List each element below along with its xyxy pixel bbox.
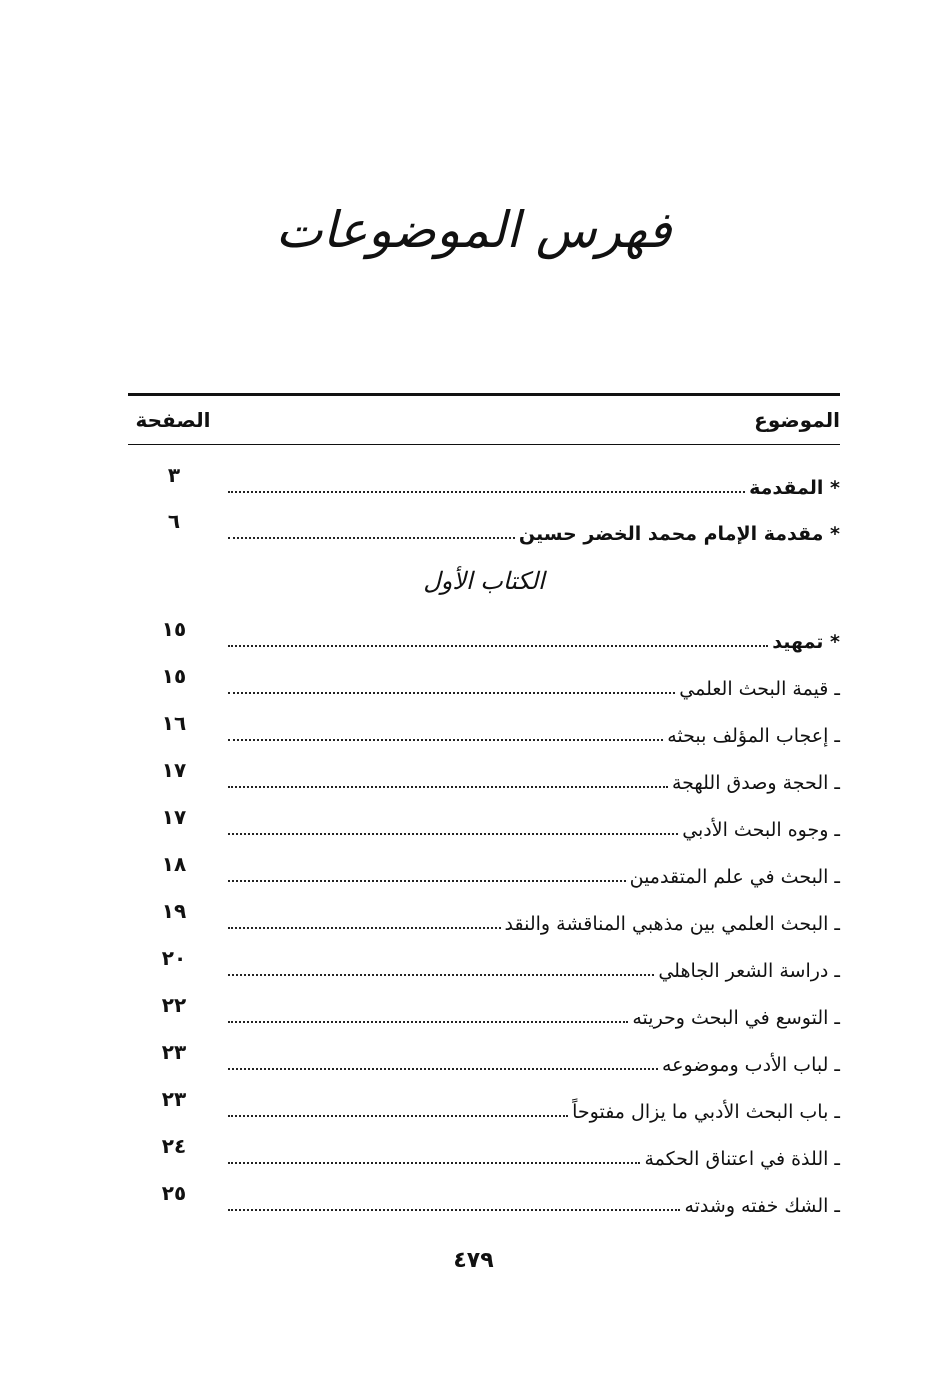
entry-topic: ـ التوسع في البحث وحريته xyxy=(632,1007,840,1029)
entry-topic: ـ الشك خفته وشدته xyxy=(684,1195,840,1217)
entry-page: ١٨ xyxy=(161,852,187,876)
entry-page: ١٥ xyxy=(161,617,187,641)
toc-entry xyxy=(128,805,840,841)
toc-entry xyxy=(128,1134,840,1170)
toc-entry xyxy=(128,617,840,653)
leader-dots xyxy=(228,880,626,882)
leader-dots xyxy=(228,1115,568,1117)
toc-entry xyxy=(128,946,840,982)
part-title: الكتاب الأول xyxy=(423,567,545,595)
leader-dots xyxy=(228,927,501,929)
entry-topic: ـ الحجة وصدق اللهجة xyxy=(671,772,840,794)
leader-dots xyxy=(228,833,678,835)
entry-topic: ـ البحث في علم المتقدمين xyxy=(629,866,840,888)
entry-page: ١٥ xyxy=(161,664,187,688)
topic-column-header: الموضوع xyxy=(754,408,840,432)
entry-topic: ـ باب البحث الأدبي ما يزال مفتوحاً xyxy=(572,1101,840,1123)
entry-page: ١٧ xyxy=(161,758,187,782)
page-title: فهرس الموضوعات xyxy=(275,201,672,259)
entry-page: ٢٥ xyxy=(161,1181,187,1205)
entry-topic: * المقدمة xyxy=(749,477,840,499)
page-column-header: الصفحة xyxy=(135,408,211,432)
toc-table xyxy=(128,393,840,1217)
leader-dots xyxy=(228,1068,658,1070)
entry-page: ١٧ xyxy=(161,805,187,829)
entry-topic: ـ إعجاب المؤلف ببحثه xyxy=(667,725,840,747)
toc-entry xyxy=(128,711,840,747)
leader-dots xyxy=(228,1209,680,1211)
entry-topic: ـ دراسة الشعر الجاهلي xyxy=(658,960,840,982)
leader-dots xyxy=(228,974,654,976)
header-rule xyxy=(128,444,840,445)
page-number: ٤٧٩ xyxy=(453,1248,494,1273)
leader-dots xyxy=(228,537,515,539)
entry-topic: ـ اللذة في اعتناق الحكمة xyxy=(644,1148,840,1170)
toc-entry xyxy=(128,509,840,545)
leader-dots xyxy=(228,739,663,741)
entry-page: ٢٣ xyxy=(161,1040,187,1064)
entry-topic: ـ وجوه البحث الأدبي xyxy=(682,819,840,841)
toc-entry xyxy=(128,758,840,794)
leader-dots xyxy=(228,491,745,493)
entry-topic: ـ البحث العلمي بين مذهبي المناقشة والنقد xyxy=(504,913,840,935)
toc-entry xyxy=(128,1040,840,1076)
toc-header xyxy=(128,396,840,444)
leader-dots xyxy=(228,786,668,788)
entry-page: ٣ xyxy=(167,463,181,487)
entry-topic: * مقدمة الإمام محمد الخضر حسين xyxy=(518,523,840,545)
entry-page: ٢٠ xyxy=(161,946,187,970)
leader-dots xyxy=(228,1021,628,1023)
leader-dots xyxy=(228,692,675,694)
toc-entry xyxy=(128,664,840,700)
toc-entry xyxy=(128,1087,840,1123)
leader-dots xyxy=(228,1162,640,1164)
entry-page: ٢٢ xyxy=(161,993,187,1017)
entry-page: ٢٣ xyxy=(161,1087,187,1111)
toc-entry xyxy=(128,852,840,888)
entry-topic: ـ قيمة البحث العلمي xyxy=(679,678,840,700)
toc-entry xyxy=(128,1181,840,1217)
entry-topic: * تمهيد xyxy=(772,631,840,653)
entry-page: ٢٤ xyxy=(161,1134,187,1158)
entry-page: ١٦ xyxy=(161,711,187,735)
toc-entry xyxy=(128,993,840,1029)
entry-topic: ـ لباب الأدب وموضوعه xyxy=(662,1054,840,1076)
entry-page: ٦ xyxy=(167,509,181,533)
toc-entry xyxy=(128,463,840,499)
entry-page: ١٩ xyxy=(161,899,187,923)
leader-dots xyxy=(228,645,768,647)
toc-entry xyxy=(128,899,840,935)
